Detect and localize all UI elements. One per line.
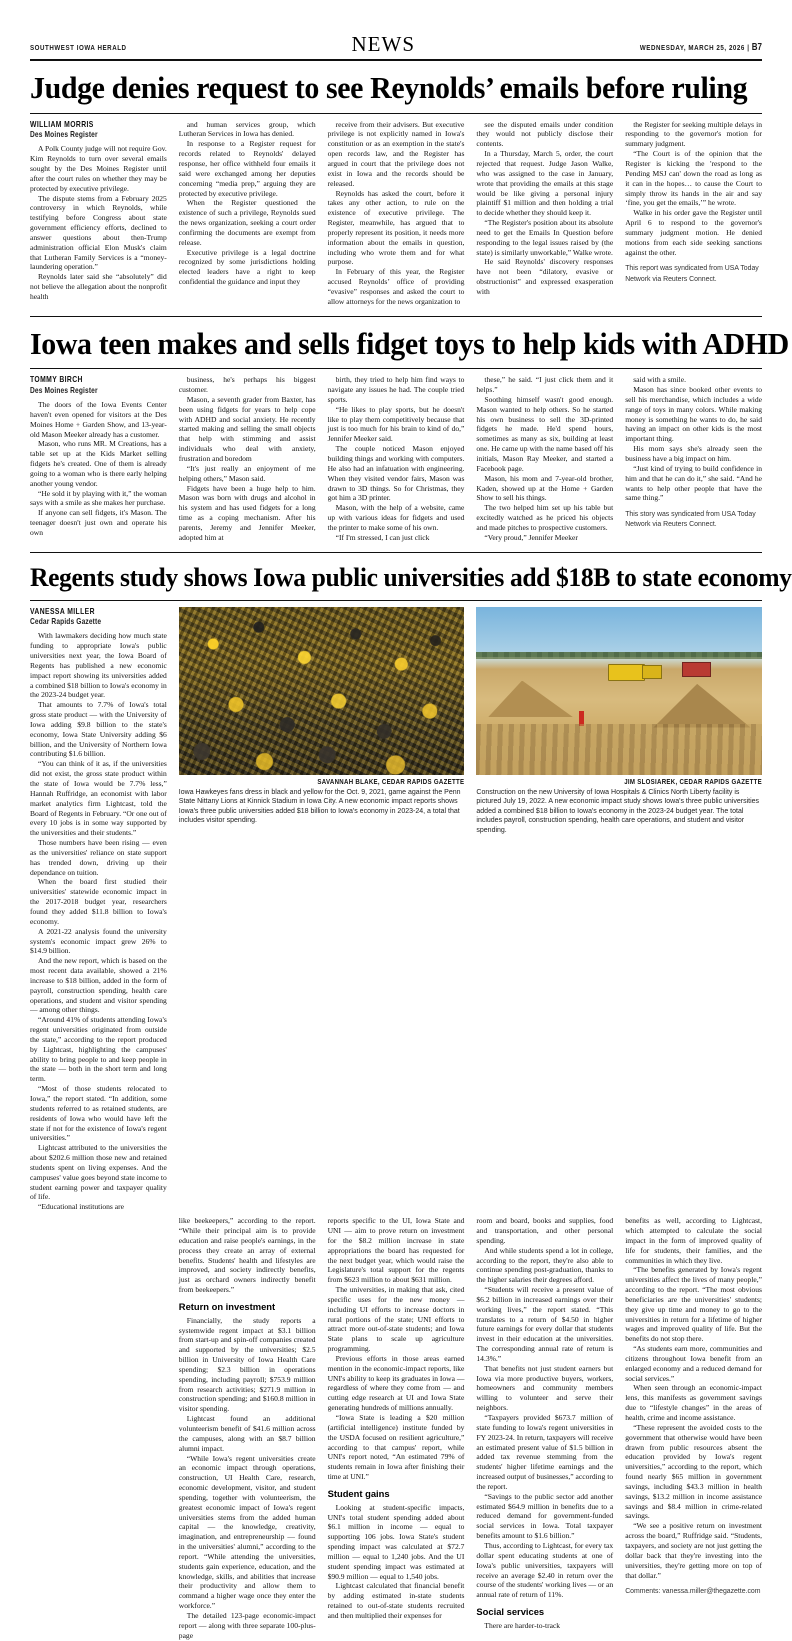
article-2-byline-outlet: Des Moines Register — [30, 387, 98, 396]
paragraph: “He likes to play sports, but he doesn't like to play them competitively because that just is too much for his brain to kind of do,” Jennifer Meeker said. — [327, 404, 465, 444]
paragraph: “We see a positive return on investment across the board,” Ruffridge said. “Students, taxpayers, and society are not just getting the dollar back that they're investing into the universities, they're getting more on top of that dollar.” — [625, 1521, 762, 1580]
paragraph: His mom says she's already seen the business have a big impact on him. — [625, 444, 762, 463]
paragraph: “Students will receive a present value of $6.2 billion in increased earnings over their working lives,” the report stated. “This translates to a return of $4.50 in higher future earnings for every dollar that students invest in their education at the universities. The corresponding annual rate of return is 14.3%.” — [476, 1285, 614, 1363]
paragraph: benefits as well, according to Lightcast, which attempted to calculate the social impact in the form of improved quality of life for students, their families, and the communities in which they live. — [625, 1216, 762, 1265]
section-title: NEWS — [351, 32, 415, 56]
paragraph: business, he's perhaps his biggest customer. — [178, 375, 316, 395]
paragraph: Lightcast found an additional volunteerism benefit of $41.6 million across the campuses, along with an $8.7 billion alumni impact. — [178, 1414, 316, 1453]
paragraph: “If I'm stressed, I can just click — [335, 532, 430, 542]
paragraph: Those numbers have been rising — even as the universities' reliance on state support has trended down, driving up their dependance on tuition. — [30, 838, 167, 877]
article-3-byline: VANESSA MILLER — [30, 607, 95, 617]
paragraph: “Just kind of trying to build confidence in him and that he can do it,” she said. “And he wants to help other people that have the same thing.” — [625, 463, 762, 503]
paragraph: Looking at student-specific impacts, UNI's total student spending added about $6.1 million in income — equal to supporting 106 jobs. Iowa State's student spending impact was calculated at $72.7 million — equal to 1,240 jobs. And the UI student spending impact was estimated at $90.9 million — equal to 1,540 jobs. — [327, 1502, 465, 1581]
separator: | — [747, 43, 750, 53]
article-3-col-5 — [625, 1216, 762, 1597]
date-and-page — [640, 42, 762, 55]
article-1-end-rule — [30, 316, 762, 317]
paragraph: and human services group, which Lutheran Services in Iowa has denied. — [178, 119, 316, 139]
article-1-byline: WILLIAM MORRIS — [30, 120, 94, 130]
article-3-col-3 — [328, 1216, 465, 1621]
paragraph: And the new report, which is based on the most recent data available, showed a 21% increase to $18 billion, added in the form of payroll, construction spending, health care operations, and student and visitor spending — among other things. — [30, 956, 167, 1015]
construction-photo-caption: Construction on the new University of Iowa Hospitals & Clinics North Liberty facility is pictured July 19, 2022. A new economic impact study shows Iowa's three public universities added a combined $18 billion to Iowa's economy in the 2023-24 budget year. The total includes payroll, construction spending, health care operations, and student and visitor spending. — [476, 788, 760, 834]
article-1-rule — [30, 113, 762, 114]
paragraph: “The benefits generated by Iowa's regent universities affect the lives of many people,” according to the report. “The most obvious beneficiaries are the universities' students; they give up time and money to go to the universities in return for a lifetime of higher wages and improved quality of life. But the benefits do not stop there. — [625, 1265, 762, 1344]
subhead-social-services: Social services — [476, 1606, 545, 1618]
article-3-contact: Comments: vanessa.miller@thegazette.com — [625, 1588, 761, 1596]
page-number: B7 — [751, 40, 762, 53]
paragraph: said with a smile. — [633, 375, 687, 385]
paragraph: birth, they tried to help him find ways to navigate any issues he had. The couple tried sports. — [327, 375, 465, 404]
paragraph: see the disputed emails under condition they would not publicly disclose their contents. — [476, 119, 614, 149]
paragraph: The couple noticed Mason enjoyed building things and working with computers. He also had an infatuation with engineering. When they visited vendor fairs, Mason was drawn to 3D things. So for Christmas, they got him a 3D printer. — [327, 444, 465, 503]
paragraph: Previous efforts in those areas earned mention in the economic-impact reports, like UNI's ability to keep its graduates in Iowa — regardless of where they come from — and cutting edge research at UI and Iowa State generating hundreds of millions annually. — [327, 1353, 465, 1413]
article-2-col-1 — [30, 375, 167, 538]
dirt-foreground — [476, 724, 762, 774]
paragraph: Executive privilege is a legal doctrine recognized by some jurisdictions holding elected leaders have a right to keep confidential the guidance and input they — [178, 247, 316, 287]
paragraph: “He sold it by playing with it,” the woman says with a smile as she makes her purchase. — [30, 488, 167, 508]
paragraph: “The Register's position about its absolute need to get the Emails In Question before responding to the legal issues raised by (the state) is similarly unworkable,” Walke wrote. — [476, 218, 614, 257]
paragraph: When the board first studied their universities' statewide economic impact in the 2017-2018 budget year, researchers found they added $11.8 billion to Iowa's economy. — [30, 877, 167, 926]
subhead-return-on-investment: Return on investment — [178, 1300, 276, 1312]
paragraph: Reynolds later said she “absolutely” did not believe the allegation about the nonprofit health — [30, 272, 167, 301]
article-2-col-4 — [476, 375, 613, 542]
paragraph: And while students spend a lot in college, according to the report, they're also able to continue spending post-graduation, thanks to the higher salaries their degrees afford. — [476, 1245, 614, 1285]
paragraph: When the Register questioned the existence of such a privilege, Reynolds sued the news organization, seeking a court order confirming the documents are exempt from release. — [178, 198, 316, 247]
dirt-mound-left — [488, 681, 574, 718]
hawkeyes-photo-credit: SAVANNAH BLAKE, CEDAR RAPIDS GAZETTE — [317, 777, 465, 786]
article-1-col-1 — [30, 120, 167, 302]
paragraph: With lawmakers deciding how much state funding to appropriate Iowa's public universities next year, the Iowa Board of Regents has published a new economic impact report showing its universities added a combined $18 billion to Iowa's economy in the 2023-24 budget year. — [30, 631, 167, 700]
paragraph: “Iowa State is leading a $20 million (artificial intelligence) institute funded by the USDA focused on resilient agriculture,” according to that campus' report, while UNI's report noted, “An estimated 79% of students remain in Iowa after finishing their time at UNI.” — [327, 1413, 465, 1482]
paragraph: “While Iowa's regent universities create an economic impact through operations, construction, UI Health Care, research, economic development, visitor, and student spending, together with volunteerism, the greatest economic impact of Iowa's regent universities stems from the added human capital — the knowledge, creativity, imagination, and entrepreneurship — found in the universities' alumni,” according to the report. “While attending the universities, students gain experience, education, and the knowledge, skills, and abilities that increase their productivity and allow them to command a higher wage once they enter the workforce.” — [178, 1453, 316, 1611]
article-3-byline-outlet: Cedar Rapids Gazette — [30, 618, 102, 627]
paragraph: “As students earn more, communities and citizens throughout Iowa benefit from an enlarged economy and a reduced demand for social services.” — [625, 1344, 762, 1383]
paragraph: the Register for seeking multiple delays in responding to the governor's motion for summary judgment. — [625, 119, 762, 149]
excavator-icon — [642, 665, 662, 678]
paragraph: “Educational institutions are — [38, 1202, 124, 1212]
paragraph: these,” he said. “I just click them and it helps.” — [476, 375, 614, 395]
article-2-col-2 — [179, 375, 316, 542]
article-3-headline: Regents study shows Iowa public universities add $18B to state economy — [30, 561, 792, 592]
paragraph: When seen through an economic-impact lens, this manifests as government savings due to “lifestyle changes” in the areas of health, crime and income assistance. — [625, 1383, 762, 1422]
paragraph: That amounts to 7.7% of Iowa's total gross state product — with the University of Iowa adding $9.8 billion to the state's economy, Iowa State University adding $6 billion, and the University of Northern Iowa contributing $1.6 billion. — [30, 700, 167, 759]
paragraph: Reynolds has asked the court, before it takes any other action, to rule on the existence of executive privilege. The Register, meanwhile, has argued that to properly represent its position, it needs more information about the emails in question, including who wrote them and for what purpose. — [327, 188, 465, 267]
paragraph: A Polk County judge will not require Gov. Kim Reynolds to turn over several emails sought by the Des Moines Register until after the court rules on whether they may be protected by executive privilege. — [30, 144, 167, 193]
article-1-columns — [30, 120, 762, 307]
paragraph: The dispute stems from a February 2025 controversy in which Reynolds, while testifying before Congress about state government efficiency efforts, declined to answer questions about then-Trump administration official Elon Musk's claim that Lutheran Family Services is a “money-laundering operation.” — [30, 193, 167, 272]
article-3-bottom-block — [30, 1216, 762, 1640]
paragraph: The universities, in making that ask, cited specific uses for the new money — including UI efforts to increase doctors in rural portions of the state; UNI efforts to attract more out-of-state students; and Iowa State plans to scale up agriculture programming. — [327, 1285, 465, 1354]
article-2-columns — [30, 375, 762, 542]
paragraph: reports specific to the UI, Iowa State and UNI — aim to prove return on investment for the $8.2 million increase in state appropriations the board has requested for the next budget year, which would raise the Legislature's total support for the regents from $623 million to about $631 million. — [327, 1216, 465, 1285]
article-3-rule — [30, 600, 762, 601]
paragraph: like beekeepers,” according to the report. “While their principal aim is to provide education and raise people's earnings, in the process they create an array of external benefits. Students' health and lifestyles are improved, and society indirectly benefits, just as orchard owners indirectly benefit from beekeepers.” — [178, 1216, 316, 1295]
article-2-headline: Iowa teen makes and sells fidget toys to help kids with ADHD — [30, 325, 789, 361]
paragraph: Mason, who runs MR. M Creations, has a table set up at the Kids Market selling fidgets he's created. One of them is already going to a woman who is there early helping another young vendor. — [30, 439, 167, 488]
paragraph: Lightcast attributed to the universities the about $202.6 million those new and retained students spent on living expenses. And the campuses' value goes beyond state income to student earning power and taxpayer quality of life. — [30, 1143, 167, 1202]
paragraph: “Most of those students relocated to Iowa,” the report stated. “In addition, some students referred to as retained students, are residents of Iowa who would have left the state if not for the existence of Iowa's regent universities.” — [30, 1084, 167, 1143]
paragraph: There are harder-to-track — [484, 1620, 561, 1630]
dirt-mound-right — [653, 684, 750, 728]
paragraph: A 2021-22 analysis found the university system's economic impact grew 26% to $14.9 billion. — [30, 926, 167, 956]
masthead-rule — [30, 59, 762, 61]
truck-icon — [682, 662, 711, 677]
construction-photo-block — [476, 607, 762, 836]
paragraph: Financially, the study reports a systemwide regent impact at $3.1 billion from start-up and spin-off companies created and supported by the universities; $2.5 billion in University of Iowa Health Care spending; $2.3 billion in operations spending, including payroll; $753.9 million from research activities; $271.9 million in construction spending; and $160.8 million in visitor spending. — [178, 1315, 316, 1414]
article-2-end-rule — [30, 552, 762, 553]
paragraph: If anyone can sell fidgets, it's Mason. The teenager doesn't just own and operate his own — [30, 508, 167, 537]
article-2-col-5 — [625, 375, 762, 530]
article-3-col-1-top — [30, 607, 167, 1213]
article-1-col-5 — [625, 120, 762, 285]
paragraph: “You can think of it as, if the universities did not exist, the gross state product within the state of Iowa would be 7.7% less,” Hannah Ruffridge, an economist with labor market analytics firm Lightcast, told the Board of Regents in February. “Or one out of every 10 jobs is in some way supported by the universities and their students.” — [30, 759, 167, 838]
paragraph: In a Thursday, March 5, order, the court rejected that request. Judge Jason Walke, who was assigned to the case in January, wrote that providing the emails at this stage would be like giving a personal injury plaintiff $1 million and then holding a trial to decide whether they should keep it. — [476, 149, 614, 218]
paragraph: “Savings to the public sector add another estimated $64.9 million in benefits due to a reduced demand for government-funded social services in Iowa. Total taxpayer benefits amount to $1.6 billion.” — [476, 1491, 614, 1541]
paragraph: “These represent the avoided costs to the government that otherwise would have been drawn from public resources absent the education provided by Iowa's regent universities,” according to the report, which found nearly $65 million in government savings, including $43.3 million in health savings, $13.2 million in income assistance savings and $8.4 million in crime-related savings. — [625, 1422, 762, 1521]
paragraph: In February of this year, the Register accused Reynolds’ office of providing “evasive” responses and asked the court to allow attorneys for the news organization to — [327, 267, 465, 306]
publication-name: SOUTHWEST IOWA HERALD — [30, 43, 127, 53]
article-3-top-block — [30, 607, 762, 1213]
article-1-col-2 — [179, 120, 316, 287]
article-1-col-4 — [476, 120, 613, 297]
issue-date: WEDNESDAY, MARCH 25, 2026 — [639, 43, 745, 53]
construction-site-photo — [476, 607, 762, 775]
article-2-tagline: This story was syndicated from USA Today Network via Reuters Connect. — [625, 511, 756, 529]
paragraph: Mason, his mom and 7-year-old brother, Kaden, showed up at the Home + Garden Show to sell his things. — [476, 473, 614, 503]
article-1-tagline: This report was syndicated from USA Today Network via Reuters Connect. — [625, 265, 759, 283]
horizon-detail — [476, 657, 762, 659]
paragraph: That benefits not just student earners but Iowa via more productive buyers, workers, homeowners and community members willing to volunteer and serve their neighbors. — [476, 1363, 614, 1413]
hawkeyes-photo-caption: Iowa Hawkeyes fans dress in black and yellow for the Oct. 9, 2021, game against the Penn State Nittany Lions at Kinnick Stadium in Iowa City. A new economic impact reports shows Iowa's three public universities added $18 billion to Iowa's economy in 2023-24, a total that includes visitor spending. — [178, 788, 461, 825]
paragraph: Mason, with the help of a website, came up with various ideas for fidgets and used the printer to make some of his own. — [327, 503, 465, 532]
paragraph: Lightcast calculated that financial benefit by adding estimated in-state students retained to out-of-state students recruited and then multiplied their expenses for — [327, 1581, 465, 1620]
paragraph: “It's just really an enjoyment of me helping others,” Mason said. — [178, 463, 316, 483]
article-2-rule — [30, 368, 762, 369]
paragraph: Fidgets have been a huge help to him. Mason was born with drugs and alcohol in his system and has used fidgets for a long time as a coping mechanism. After his parents, Jeremy and Jennifer Meeker, adopted him at — [178, 483, 316, 542]
paragraph: Walke in his order gave the Register until April 6 to respond to the governor's summary judgment motion. He denied motions from each side seeking sanctions against the other. — [625, 208, 762, 257]
paragraph: “Taxpayers provided $673.7 million of state funding to Iowa's regent universities in FY 2023-24. In return, taxpayers will receive an estimated present value of $1.5 billion in added tax revenue stemming from the students' higher lifetime earnings and the increased output of businesses,” according to the report. — [476, 1413, 614, 1491]
article-1-byline-outlet: Des Moines Register — [30, 131, 98, 140]
paragraph: In response to a Register request for records related to Reynolds' delayed response, her office withheld four emails it said were exchanged among her deputies concerning “media prep,” arguing they are protected by executive privilege. — [178, 139, 316, 198]
paragraph: He said Reynolds' discovery responses have not been “dilatory, evasive or obstructionist” and expressed exasperation with — [476, 257, 614, 296]
construction-photo-credit: JIM SLOSIAREK, CEDAR RAPIDS GAZETTE — [624, 777, 762, 786]
masthead — [30, 0, 762, 59]
paragraph: receive from their advisers. But executive privilege is not explicitly named in Iowa's constitution or as an exemption in the state's open records law, and the Register has argued in court that the privilege does not exist in Iowa and the records should be released. — [327, 119, 465, 188]
paragraph: The doors of the Iowa Events Center haven't even opened for visitors at the Des Moines Home + Garden Show, and 13-year-old Mason Meeker already has a customer. — [30, 399, 167, 439]
article-2-byline: TOMMY BIRCH — [30, 376, 83, 385]
hawkeyes-crowd-photo — [179, 607, 465, 775]
paragraph: Mason has since booked other events to sell his merchandise, which includes a wide range of toys in many colors. While making money is something he wants to do, he said having an impact on other kids is the most important thing. — [625, 385, 762, 444]
paragraph: Soothing himself wasn't good enough. Mason wanted to help others. So he started his own business to sell the 3D-printed fidgets he made. He'd spend hours, sometimes as many as six, building at least one. He came up with the name based off his initials, Mason Ray Meeker, and started a Facebook page. — [476, 394, 614, 473]
paragraph: “Very proud,” Jennifer Meeker — [484, 532, 578, 542]
hawkeyes-photo-block — [179, 607, 465, 826]
paragraph: “The Court is of the opinion that the Register is kicking the 'respond to the Pending MSJ can' down the road as long as it can in the hopes… to cause the Court to simply throw its hands in the air and say ‘fine, you get the emails,’” he wrote. — [625, 149, 762, 208]
paragraph: “Around 41% of students attending Iowa's regent universities originated from outside the state,” according to the report produced by Lightcast, highlighting the campuses' ability to bring people to and keep people in the state — both in the short term and long term. — [30, 1015, 167, 1084]
paragraph: The two helped him set up his table but excitedly watched as he priced his objects and made pitches to prospective customers. — [476, 503, 614, 532]
paragraph: The detailed 123-page economic-impact report — along with three separate 100-plus-page — [178, 1611, 316, 1640]
article-2-col-3 — [328, 375, 465, 542]
article-1-headline: Judge denies request to see Reynolds’ emails before ruling — [30, 70, 748, 105]
article-3-col-4 — [476, 1216, 613, 1631]
paragraph: Mason, a seventh grader from Baxter, has been using fidgets for years to help cope with ADHD and social anxiety. He recently started making and selling the small objects that help with stimming and assist individuals who deal with anxiety, frustration and boredom — [178, 394, 316, 463]
paragraph: room and board, books and supplies, food and transportation, and other personal spending. — [476, 1216, 614, 1245]
bulldozer-icon — [608, 664, 645, 681]
article-1-col-3 — [328, 120, 465, 307]
article-3-col-2 — [179, 1216, 316, 1640]
subhead-student-gains: Student gains — [327, 1487, 390, 1499]
paragraph: Thus, according to Lightcast, for every tax dollar spent educating students at one of Iowa's public universities, taxpayers will receive an average $2.40 in return over the course of the students' working lives — or an annual rate of return of 11%. — [476, 1540, 614, 1600]
